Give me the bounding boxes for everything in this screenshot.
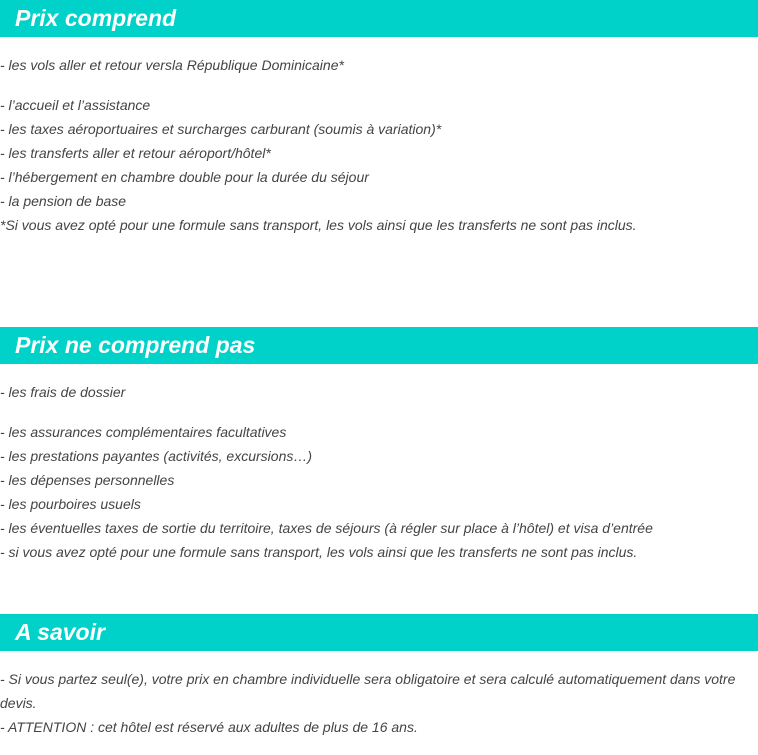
section-header-a-savoir: A savoir bbox=[0, 614, 758, 651]
list-item: - Si vous partez seul(e), votre prix en chambre individuelle sera obligatoire et sera calculé automatiquement dans votre devis. bbox=[0, 671, 736, 711]
included-first-item: - les vols aller et retour versla République Dominicaine* bbox=[0, 57, 344, 73]
list-item: - l’accueil et l’assistance bbox=[0, 97, 151, 113]
excluded-list bbox=[0, 420, 758, 564]
list-item: - les prestations payantes (activités, excursions…) bbox=[0, 448, 313, 464]
section-header-prix-comprend: Prix comprend bbox=[0, 0, 758, 37]
list-item: - la pension de base bbox=[0, 193, 127, 209]
list-item: - les transferts aller et retour aéroport/hôtel* bbox=[0, 145, 271, 161]
list-item: - l’hébergement en chambre double pour la durée du séjour bbox=[0, 169, 369, 185]
list-item: - ATTENTION : cet hôtel est réservé aux adultes de plus de 16 ans. bbox=[0, 719, 418, 735]
section-header-prix-ne-comprend-pas: Prix ne comprend pas bbox=[0, 327, 758, 364]
list-item: - les assurances complémentaires facultatives bbox=[0, 424, 287, 440]
excluded-first-item: - les frais de dossier bbox=[0, 384, 126, 400]
list-item: - si vous avez opté pour une formule sans transport, les vols ainsi que les transferts ne sont pas inclus. bbox=[0, 544, 638, 560]
list-item: *Si vous avez opté pour une formule sans transport, les vols ainsi que les transferts ne sont pas inclus. bbox=[0, 217, 637, 233]
list-item: - les éventuelles taxes de sortie du territoire, taxes de séjours (à régler sur place à l’hôtel) et visa d’entrée bbox=[0, 520, 653, 536]
list-item: - les pourboires usuels bbox=[0, 496, 141, 512]
list-item: - les dépenses personnelles bbox=[0, 472, 175, 488]
list-item: - les taxes aéroportuaires et surcharges carburant (soumis à variation)* bbox=[0, 121, 442, 137]
included-list bbox=[0, 93, 758, 237]
info-list bbox=[0, 667, 758, 739]
